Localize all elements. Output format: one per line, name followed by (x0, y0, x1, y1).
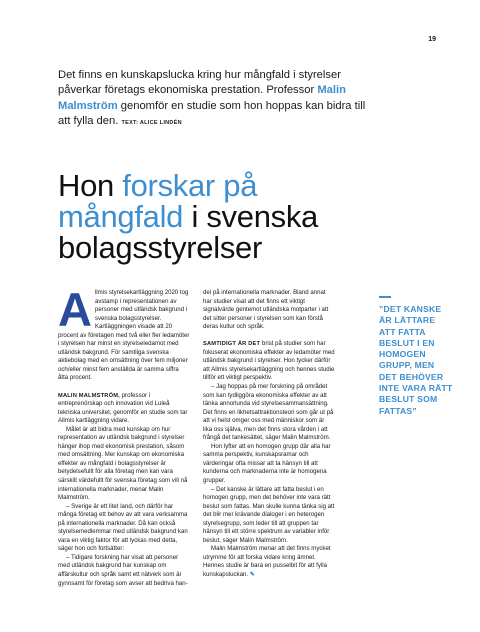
paragraph-text: brist på studier som har fokuserat ekonomiska effekter av ledamöter med utländsk bakgrund i styrelser. Hon tycker därför att Allmis styrelsekartläggning och hennes studie tillför ett viktigt perspektiv. (203, 340, 335, 382)
paragraph: Målet är att bidra med kunskap om hur representation av utländsk bakgrund i styrelser hänger ihop med ekonomisk prestation, såsom med omsättning. Mer kunskap om ekonomiska effekter av mångfald i bolagsstyrelser är betydelsefullt för alla företag men kan vara särskilt värdefullt för svenska företag som vill nå internationella marknader, menar Malin Malmström. (58, 425, 188, 502)
byline-credit: TEXT: ALICE LINDÉN (121, 119, 182, 126)
paragraph-text: Malin Malmström menar att det finns mycket utrymme för att forska vidare kring ämnet. Hennes studie är bara en pusselbit för att fylla kunskapsluckan. (203, 545, 331, 578)
page-number: 19 (428, 36, 436, 43)
paragraph: – Sverige är ett litet land, och därför har många företag ett behov av att vara verksamma på internationella marknader. Då kan också styrelsemedlemmar med utländsk bakgrund kan vara en viktig faktor för att lyckas med detta, säger hon och fortsätter: (58, 502, 188, 553)
ingress-text-after: genomför en studie som hon hoppas kan bidra till att fylla den. (58, 99, 366, 127)
article-column-1 (58, 283, 190, 588)
headline (58, 170, 358, 263)
drop-cap: A (58, 283, 92, 336)
ingress-text-before: Det finns en kunskapslucka kring hur mångfald i styrelser påverkar företags ekonomiska prestation. Professor (58, 69, 341, 97)
paragraph-text: llmis styrelsekartläggning 2020 tog avstamp i representationen av personer med utländsk bakgrund i svenska bolagsstyrelser. Kartläggningen visade att 20 procent av företagen med två eller fler ledamöter i styrelsen har minst en styrelseledamot med utländsk bakgrund. För samtliga svenska aktiebolag med en omsättning över fem miljoner och/eller minst fem anställda är samma siffra åtta procent. (58, 289, 190, 382)
paragraph (58, 392, 190, 426)
paragraph: del på internationella marknader. Bland annat har studier visat att det finns ett viktigt signalvärde gentemot utländska motparter i att det sitter personer i styrelsen som kan förstå deras kultur och språk. (203, 289, 329, 331)
ingress (58, 68, 378, 131)
headline-part-3: i svenska bolagsstyrelser (58, 199, 318, 265)
paragraph: – Jag hoppas på mer forskning på området som kan tydliggöra ekonomiska effekter av att tänka annorlunda vid styrelsesammansättning. Det finns en likhetsattraktionsteori som går ut på att vi helst omger oss med människor som är lika oss själva, men det finns stora vården i att frångå det tankesättet, säger Malin Malmström. (203, 382, 334, 442)
ingress-person-name: Malin Malmström (58, 84, 346, 112)
paragraph: – Tidigare forskning har visat att personer med utländsk bakgrund har kunskap om affärskultur och språk samt ett nätverk som är gynnsamt för företag som avser att bedriva han- (58, 553, 188, 587)
end-mark-icon: ✎ (249, 571, 255, 578)
pullquote-rule (379, 296, 391, 298)
paragraph-lead-caps: MALIN MALMSTRÖM, (58, 392, 120, 399)
paragraph-text: professor i entreprenörskap och innovation vid Luleå tekniska universitet, genomför en studie som tar Allmis kartläggning vidare. (58, 391, 188, 425)
pullquote: ”DET KANSKE ÄR LÄTTARE ATT FATTA BESLUT I EN HOMOGEN GRUPP, MEN DET BEHÖVER INTE VARA RÄTT BESLUT SOM FATTAS” (379, 304, 453, 416)
paragraph (203, 545, 335, 579)
paragraph: Hon lyfter att en homogen grupp där alla har samma perspektiv, kunskapsramar och värderingar ofta missar att ta hänsyn till att kunderna och marknaderna inte är homogena grupper. (203, 442, 331, 484)
headline-part-2: forskar på mångfald (58, 168, 258, 234)
article-column-2 (203, 289, 335, 580)
headline-part-1: Hon (58, 168, 123, 203)
paragraph (58, 283, 190, 383)
paragraph-lead-caps: SAMTIDIGT ÄR DET (203, 341, 261, 348)
paragraph: – Det kanske är lättare att fatta beslut i en homogen grupp, men det behöver inte vara rätt beslut som fattas. Man skulle kunna tänka sig att det blir mer krävande dialoger i en heterogen styrelsegrupp, som leder till att gruppen tar hänsyn till ett större spektrum av variabler inför beslut, säger Malin Malmström. (203, 485, 335, 544)
paragraph (203, 340, 335, 383)
